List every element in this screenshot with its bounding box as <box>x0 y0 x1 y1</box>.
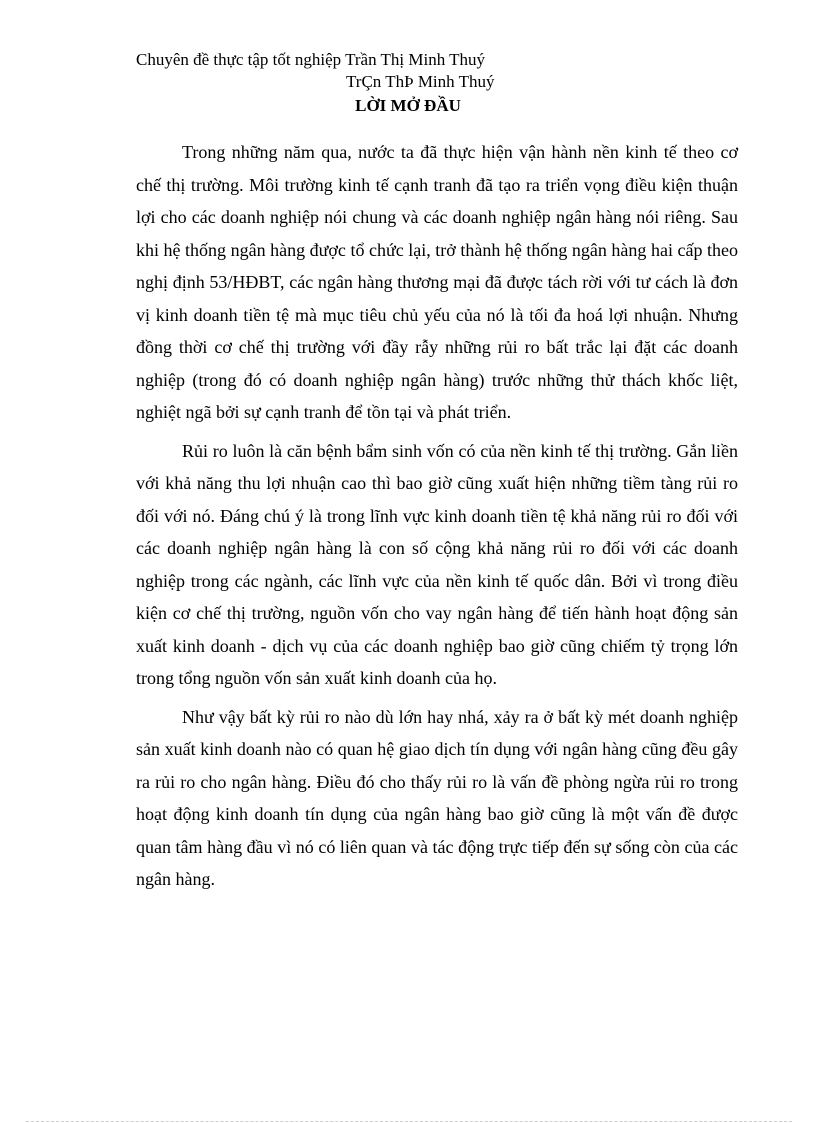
paragraph-3: Như vậy bất kỳ rủi ro nào dù lớn hay nhá, xảy ra ở bất kỳ mét doanh nghiệp sản xuất kinh doanh nào có quan hệ giao dịch tín dụng với ngân hàng cũng đều gây ra rủi ro cho ngân hàng. Điều đó cho thấy rủi ro là vấn đề phòng ngừa rủi ro trong hoạt động kinh doanh tín dụng của ngân hàng bao giờ cũng là một vấn đề được quan tâm hàng đầu vì nó có liên quan và tác động trực tiếp đến sự sống còn của các ngân hàng. <box>136 706 738 889</box>
paragraph-1: Trong những năm qua, nước ta đã thực hiện vận hành nền kinh tế theo cơ chế thị trường. Môi trường kinh tế cạnh tranh đã tạo ra triển vọng điều kiện thuận lợi cho các doanh nghiệp nói chung và các doanh nghiệp ngân hàng nói riêng. Sau khi hệ thống ngân hàng được tổ chức lại, trở thành hệ thống ngân hàng hai cấp theo nghị định 53/HĐBT, các ngân hàng thương mại đã được tách rời với tư cách là đơn vị kinh doanh tiền tệ mà mục tiêu chủ yếu của nó là tối đa hoá lợi nhuận. Nhưng đồng thời cơ chế thị trường với đầy rẫy những rủi ro bất trắc lại đặt các doanh nghiệp (trong đó có doanh nghiệp ngân hàng) trước những thử thách khốc liệt, nghiệt ngã bởi sự cạnh tranh để tồn tại và phát triển. <box>136 142 738 422</box>
running-header: Chuyên đề thực tập tốt nghiệp Trần Thị Minh Thuý <box>136 50 486 69</box>
paragraph-2: Rủi ro luôn là căn bệnh bẩm sinh vốn có của nền kinh tế thị trường. Gắn liền với khả năng thu lợi nhuận cao thì bao giờ cũng xuất hiện những tiềm tàng rủi ro đối với nó. Đáng chú ý là trong lĩnh vực kinh doanh tiền tệ khả năng rủi ro đối với các doanh nghiệp ngân hàng là con số cộng khả năng rủi ro đối với các doanh nghiệp trong các ngành, các lĩnh vực của nền kinh tế quốc dân. Bởi vì trong điều kiện cơ chế thị trường, nguồn vốn cho vay ngân hàng để tiến hành hoạt động sản xuất kinh doanh - dịch vụ của các doanh nghiệp bao giờ cũng chiếm tỷ trọng lớn trong tổng nguồn vốn sản xuất kinh doanh của họ. <box>136 440 738 688</box>
page-title: LỜI MỞ ĐẦU <box>355 96 461 115</box>
body-text <box>136 136 738 902</box>
page-bottom-divider <box>26 1121 792 1122</box>
author-name: TrÇn ThÞ Minh Thuý <box>346 72 495 91</box>
